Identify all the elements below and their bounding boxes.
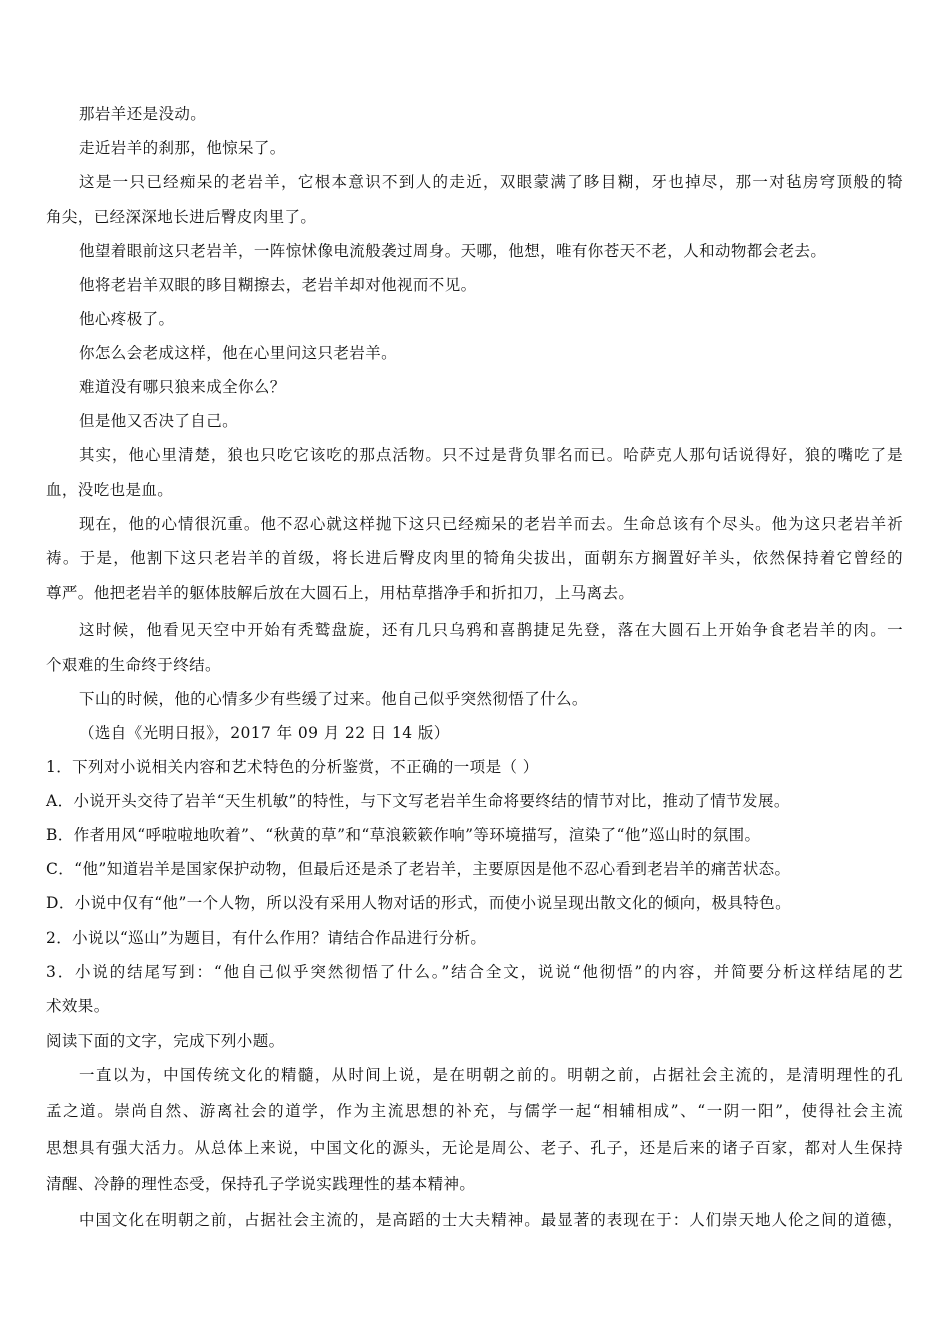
question-1: 1．下列对小说相关内容和艺术特色的分析鉴赏，不正确的一项是（ ）	[46, 758, 539, 776]
paragraph-line: 他望着眼前这只老岩羊，一阵惊怵像电流般袭过周身。天哪，他想，唯有你苍天不老，人和动物都会老去。	[79, 242, 827, 260]
paragraph-line: 祷。于是，他割下这只老岩羊的首级，将长进后臀皮肉里的犄角尖拔出，面朝东方搁置好羊头，依然保持着它曾经的	[46, 549, 903, 567]
paragraph-line: 个艰难的生命终于终结。	[46, 656, 221, 674]
paragraph-line: 尊严。他把老岩羊的躯体肢解后放在大圆石上，用枯草揩净手和折扣刀，上马离去。	[46, 584, 635, 602]
option-d: D．小说中仅有“他”一个人物，所以没有采用人物对话的形式，而使小说呈现出散文化的倾向，极具特色。	[46, 894, 791, 912]
paragraph-line: 你怎么会老成这样，他在心里问这只老岩羊。	[79, 344, 398, 362]
paragraph-line: 现在，他的心情很沉重。他不忍心就这样抛下这只已经痴呆的老岩羊而去。生命总该有个尽头。他为这只老岩羊祈	[79, 515, 903, 533]
reading-instruction: 阅读下面的文字，完成下列小题。	[46, 1032, 285, 1050]
paragraph-line: 那岩羊还是没动。	[79, 105, 207, 123]
question-3: 3．小说的结尾写到：“他自己似乎突然彻悟了什么。”结合全文，说说“他彻悟”的内容，并简要分析这样结尾的艺	[46, 963, 903, 981]
question-3-cont: 术效果。	[46, 997, 110, 1015]
paragraph-line: 难道没有哪只狼来成全你么？	[79, 378, 286, 396]
source-citation: （选自《光明日报》，2017 年 09 月 22 日 14 版）	[79, 724, 450, 742]
paragraph-line: 这时候，他看见天空中开始有秃鹫盘旋，还有几只乌鸦和喜鹊捷足先登，落在大圆石上开始争食老岩羊的肉。一	[79, 621, 903, 639]
paragraph-line: 但是他又否决了自己。	[79, 412, 239, 430]
paragraph-line: 走近岩羊的刹那，他惊呆了。	[79, 139, 286, 157]
paragraph-line: 思想具有强大活力。从总体上来说，中国文化的源头，无论是周公、老子、孔子，还是后来的诸子百家，都对人生保持	[46, 1139, 903, 1157]
option-b: B．作者用风“呼啦啦地吹着”、“秋黄的草”和“草浪簌簌作响”等环境描写，渲染了“他”巡山时的氛围。	[46, 826, 761, 844]
paragraph-line: 他心疼极了。	[79, 310, 175, 328]
paragraph-line: 其实，他心里清楚，狼也只吃它该吃的那点活物。只不过是背负罪名而已。哈萨克人那句话说得好，狼的嘴吃了是	[79, 446, 903, 464]
paragraph-line: 血，没吃也是血。	[46, 481, 174, 499]
paragraph-line: 清醒、冷静的理性态受，保持孔子学说实践理性的基本精神。	[46, 1175, 476, 1193]
paragraph-line: 角尖，已经深深地长进后臀皮肉里了。	[46, 208, 317, 226]
paragraph-line: 下山的时候，他的心情多少有些缓了过来。他自己似乎突然彻悟了什么。	[79, 690, 588, 708]
option-c: C．“他”知道岩羊是国家保护动物，但最后还是杀了老岩羊，主要原因是他不忍心看到老岩羊的痛苦状态。	[46, 860, 791, 878]
paragraph-line: 这是一只已经痴呆的老岩羊，它根本意识不到人的走近，双眼蒙满了眵目糊，牙也掉尽，那一对毡房穹顶般的犄	[79, 173, 903, 191]
paragraph-line: 他将老岩羊双眼的眵目糊擦去，老岩羊却对他视而不见。	[79, 276, 477, 294]
paragraph-line: 中国文化在明朝之前，占据社会主流的，是高蹈的士大夫精神。最显著的表现在于：人们崇天地人伦之间的道德，	[79, 1211, 903, 1229]
option-a: A．小说开头交待了岩羊“天生机敏”的特性，与下文写老岩羊生命将要终结的情节对比，推动了情节发展。	[46, 792, 790, 810]
paragraph-line: 孟之道。崇尚自然、游离社会的道学，作为主流思想的补充，与儒学一起“相辅相成”、“一阴一阳”，使得社会主流	[46, 1102, 903, 1120]
paragraph-line: 一直以为，中国传统文化的精髓，从时间上说，是在明朝之前的。明朝之前，占据社会主流的，是清明理性的孔	[79, 1066, 903, 1084]
question-2: 2．小说以“巡山”为题目，有什么作用？请结合作品进行分析。	[46, 929, 487, 947]
